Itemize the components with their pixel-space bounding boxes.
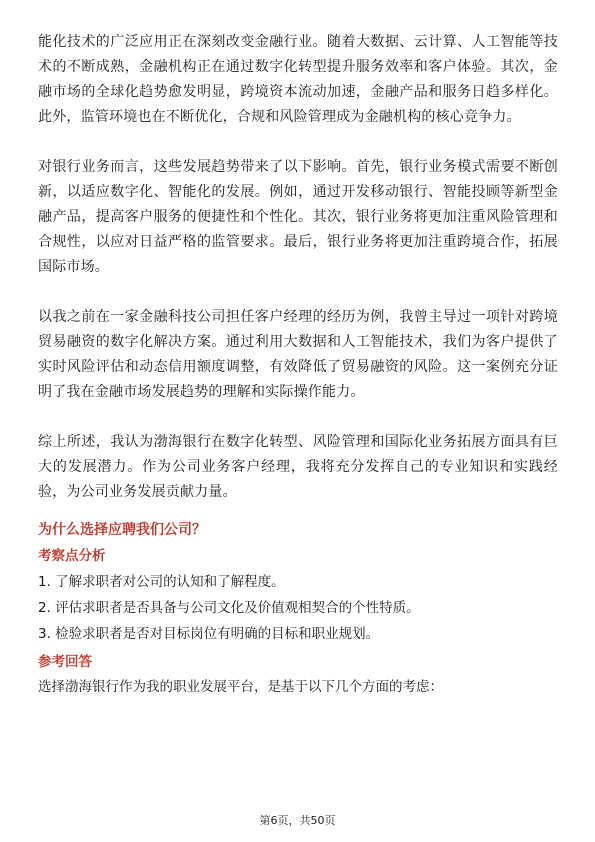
document-page	[38, 30, 558, 699]
paragraph-industry-trends: 能化技术的广泛应用正在深刻改变金融行业。随着大数据、云计算、人工智能等技术的不断成熟，金融机构正在通过数字化转型提升服务效率和客户体验。其次，金融市场的全球化趋势愈发明显，跨境资本流动加速，金融产品和服务日趋多样化。此外，监管环境也在不断优化，合规和风险管理成为金融机构的核心竞争力。	[38, 34, 558, 125]
analysis-item: 1. 了解求职者对公司的认知和了解程度。	[38, 574, 285, 590]
answer-text: 选择渤海银行作为我的职业发展平台，是基于以下几个方面的考虑：	[38, 679, 443, 695]
analysis-list	[38, 569, 558, 647]
analysis-item: 3. 检验求职者是否对目标岗位有明确的目标和职业规划。	[38, 626, 380, 642]
paragraph-bank-impact: 对银行业务而言，这些发展趋势带来了以下影响。首先，银行业务模式需要不断创新，以适应数字化、智能化的发展。例如，通过开发移动银行、智能投顾等新型金融产品，提高客户服务的便捷性和个性化。其次，银行业务将更加注重风险管理和合规性，以应对日益严格的监管要求。最后，银行业务将更加注重跨境合作，拓展国际市场。	[38, 159, 558, 275]
paragraph-experience-example: 以我之前在一家金融科技公司担任客户经理的经历为例，我曾主导过一项针对跨境贸易融资的数字化解决方案。通过利用大数据和人工智能技术，我们为客户提供了实时风险评估和动态信用额度调整，有效降低了贸易融资的风险。这一案例充分证明了我在金融市场发展趋势的理解和实际操作能力。	[38, 309, 558, 400]
page-footer: 第6页，共50页	[259, 814, 336, 827]
analysis-item: 2. 评估求职者是否具备与公司文化及价值观相契合的个性特质。	[38, 600, 420, 616]
paragraph-conclusion: 综上所述，我认为渤海银行在数字化转型、风险管理和国际化业务拓展方面具有巨大的发展潜力。作为公司业务客户经理，我将充分发挥自己的专业知识和实践经验，为公司业务发展贡献力量。	[38, 434, 558, 500]
analysis-title: 考察点分析	[38, 548, 106, 564]
answer-title: 参考回答	[38, 654, 92, 670]
question-title: 为什么选择应聘我们公司？	[38, 522, 206, 538]
